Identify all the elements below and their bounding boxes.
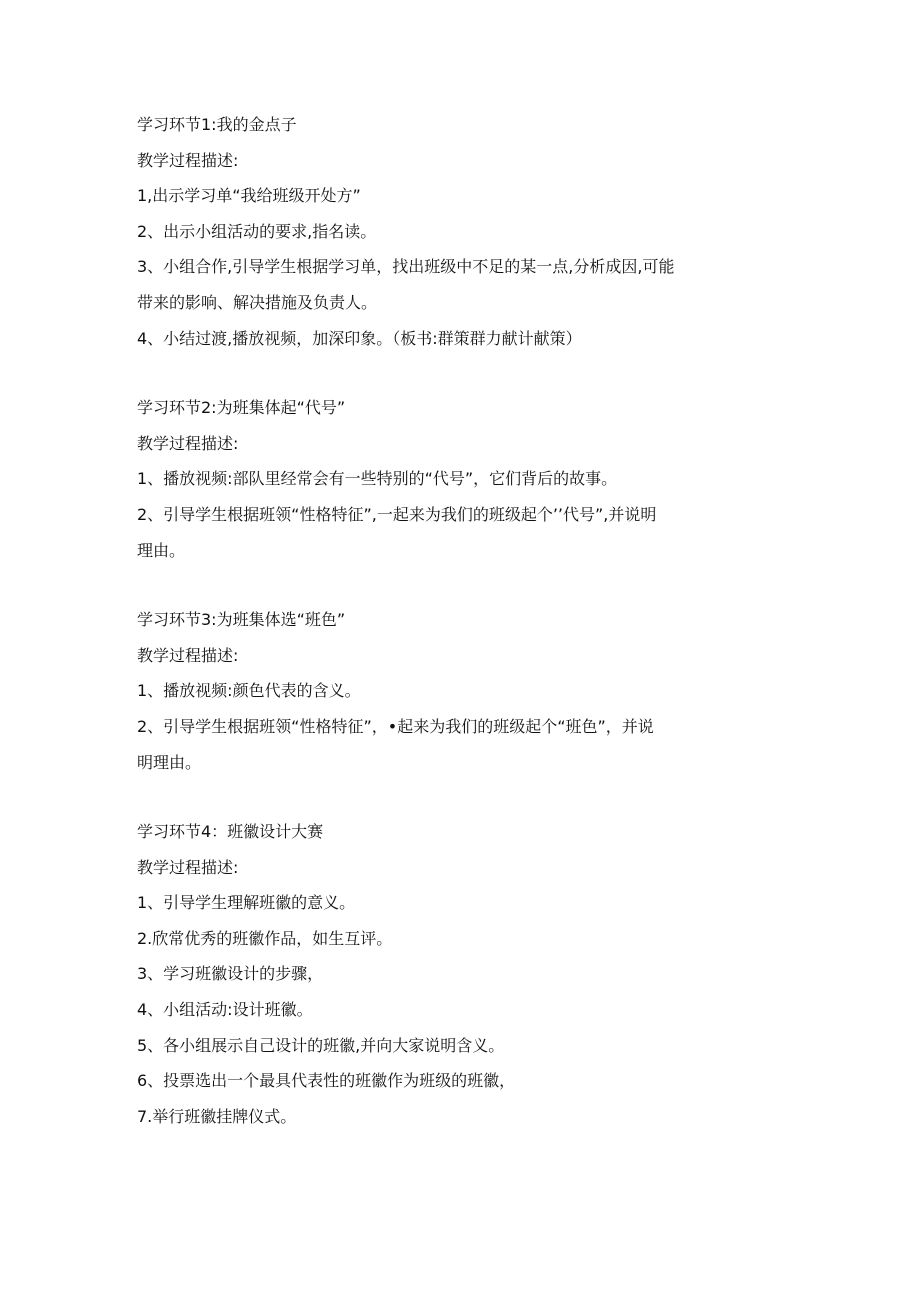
section-subtitle: 教学过程描述: [137, 857, 239, 877]
section-title: 学习环节2:为班集体起“代号” [137, 398, 346, 418]
list-item: 1,出示学习单“我给班级开处方” [137, 186, 361, 206]
section-title: 学习环节3:为班集体选“班色” [137, 610, 346, 630]
section-subtitle: 教学过程描述: [137, 433, 239, 453]
list-item: 1、引导学生理解班徽的意义。 [137, 893, 356, 913]
list-item: 5、各小组展示自己设计的班徽,并向大家说明含义。 [137, 1035, 505, 1055]
list-item: 2、出示小组活动的要求,指名读。 [137, 221, 377, 241]
section-subtitle: 教学过程描述: [137, 645, 239, 665]
section-subtitle: 教学过程描述: [137, 150, 239, 170]
list-item: 2.欣常优秀的班徽作品，如生互评。 [137, 928, 393, 948]
list-item: 7.举行班徽挂牌仪式。 [137, 1106, 297, 1126]
list-item: 1、播放视频:部队里经常会有一些特别的“代号”，它们背后的故事。 [137, 469, 618, 489]
section-2 [137, 390, 787, 568]
list-item: 1、播放视频:颜色代表的含义。 [137, 681, 361, 701]
section-4 [137, 814, 787, 1134]
list-item: 6、投票选出一个最具代表性的班徽作为班级的班徽， [137, 1071, 516, 1091]
section-1 [137, 107, 787, 356]
list-item: 明理由。 [137, 752, 202, 772]
document-page [137, 107, 787, 1168]
list-item: 3、学习班徽设计的步骤， [137, 964, 324, 984]
list-item: 4、小组活动:设计班徽。 [137, 1000, 313, 1020]
list-item: 理由。 [137, 540, 186, 560]
list-item: 带来的影响、解决措施及负责人。 [137, 292, 378, 312]
list-item: 3、小组合作,引导学生根据学习单，找出班级中不足的某一点,分析成因,可能 [137, 257, 675, 277]
list-item: 4、小结过渡,播放视频，加深印象。（板书:群策群力献计献策） [137, 328, 582, 348]
list-item: 2、引导学生根据班领“性格特征”，•起来为我们的班级起个“班色”，并说 [137, 716, 654, 736]
section-title: 学习环节4：班徽设计大赛 [137, 822, 324, 842]
list-item: 2、引导学生根据班领“性格特征”,一起来为我们的班级起个’’代号”,并说明 [137, 504, 657, 524]
section-title: 学习环节1:我的金点子 [137, 115, 297, 134]
section-3 [137, 602, 787, 780]
